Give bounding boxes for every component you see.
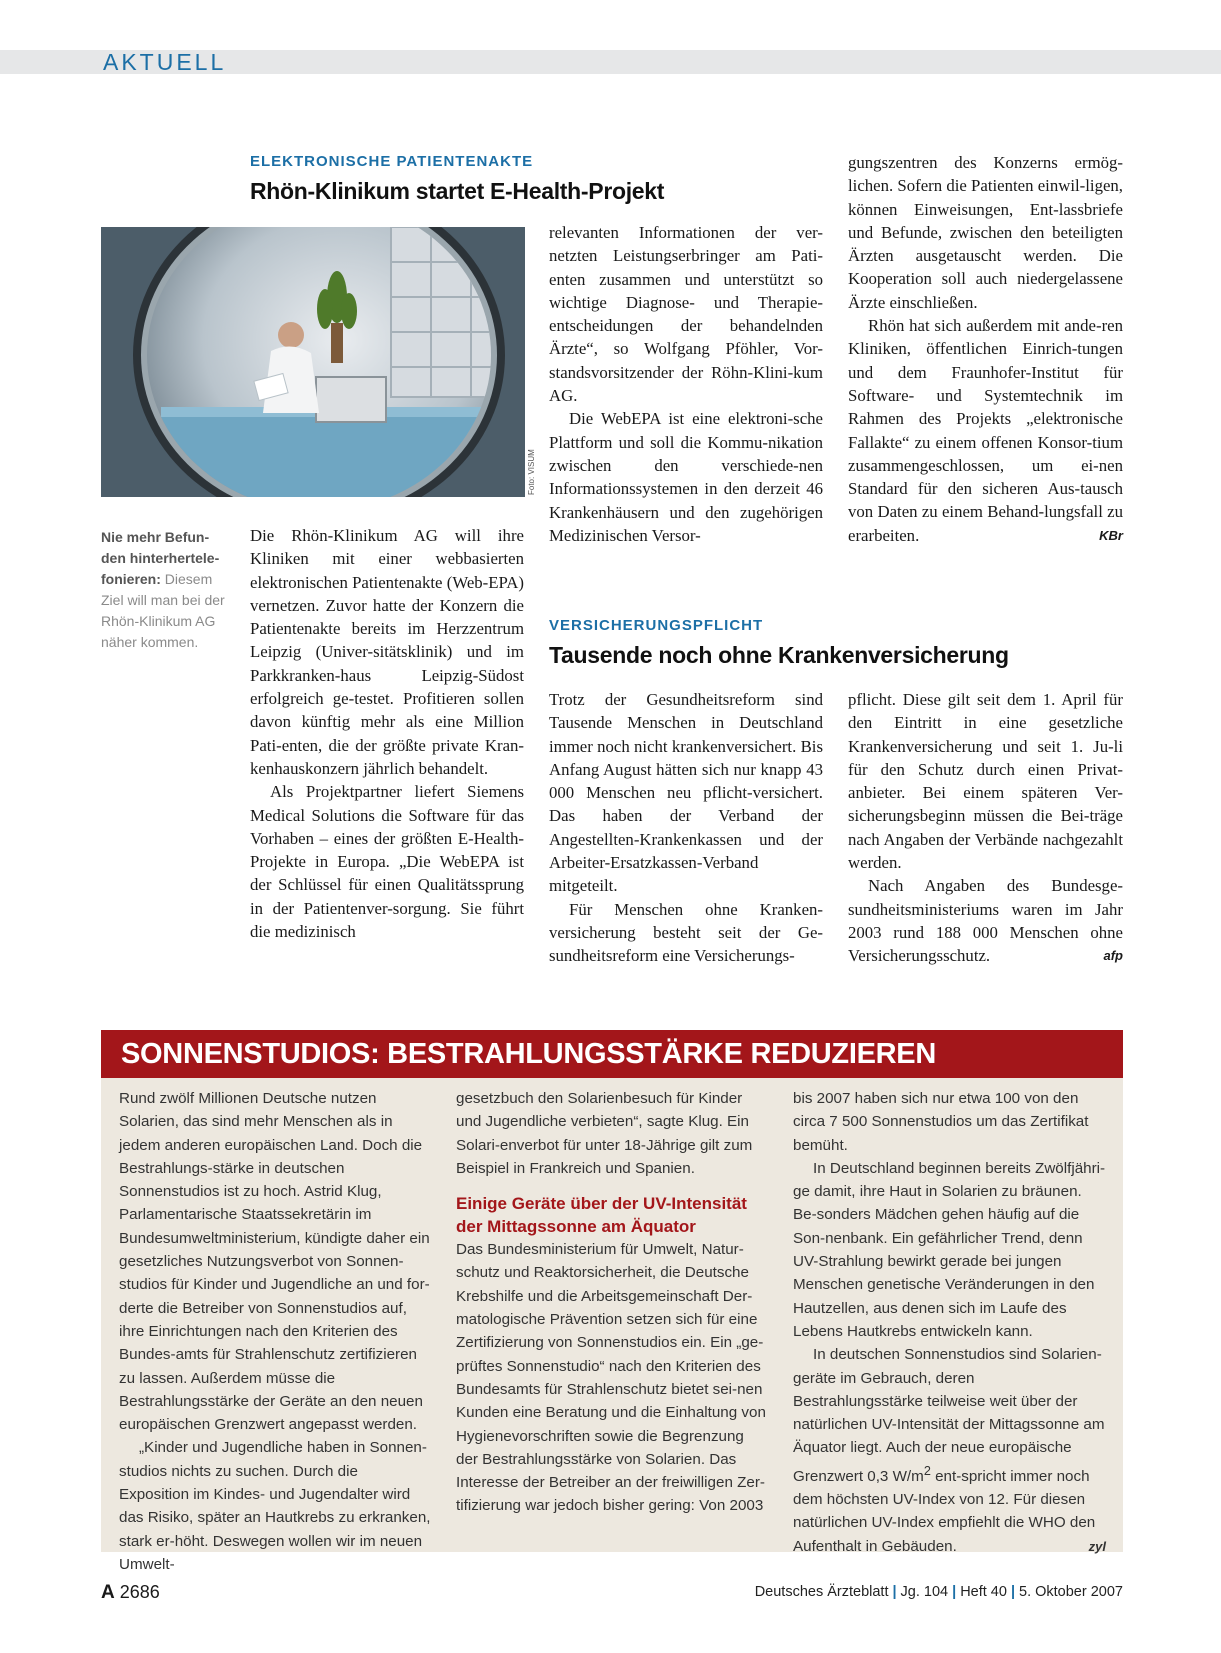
footer-separator: | xyxy=(1010,1584,1015,1600)
article1-column-3 xyxy=(848,151,1123,547)
box-paragraph-7b: ent-spricht immer noch dem höchsten UV-Index von 12. Für diesen natürlichen UV-Index empfiehlt die WHO den Aufenthalt in Gebäuden. xyxy=(793,1467,1096,1555)
article1-paragraph-4: Die WebEPA ist eine elektroni-sche Plattform und soll die Kommu-nikation zwischen den verschiede-nen Informationssystemen in den derzeit 46 Krankenhäusern und den zugehörigen Medizinischen Versor- xyxy=(549,409,823,545)
article2-paragraph-1: Trotz der Gesundheitsreform sind Tausende Menschen in Deutschland immer noch nicht krankenversichert. Bis Anfang August hätten sich nur knapp 43 000 Menschen neu pflicht-versichert. Das haben der Verband der Angestellten-Krankenkassen und der Arbeiter-Ersatzkassen-Verband mitgeteilt. xyxy=(549,690,823,896)
article2-signature: afp xyxy=(1103,948,1123,964)
caption-bold: Nie mehr Befun-den hinterhertele-fonieren: xyxy=(101,529,220,587)
article2-paragraph-3: pflicht. Diese gilt seit dem 1. April für den Eintritt in eine gesetzliche Krankenversicherung und seit 1. Ju-li für den Schutz durch einen Privat-anbieter. Bei einem späteren Ver-sicherungsbeginn müssen die Bei-träge nach Angaben der Verbände nachgezahlt werden. xyxy=(848,690,1123,873)
article1-paragraph-1: Die Rhön-Klinikum AG will ihre Kliniken mit einer webbasierten elektronischen Patientenakte (Web-EPA) vernetzen. Zuvor hatte der Konzern die Patientenakte bereits im Herzzentrum Leipzig (Univer-sitätsklinik) und im Parkkranken-haus Leipzig-Südost erfolgreich ge-testet. Profitieren sollen davon künftig mehr als eine Million Pati-enten, die der größte private Kran-kenhauskonzern jährlich behandelt. xyxy=(250,526,524,778)
footer-separator: | xyxy=(952,1584,957,1600)
box-title: SONNENSTUDIOS: BESTRAHLUNGSSTÄRKE REDUZIEREN xyxy=(121,1038,936,1070)
box-paragraph-1: Rund zwölf Millionen Deutsche nutzen Solarien, das sind mehr Menschen als in jedem anderen europäischen Land. Doch die Bestrahlungs-stärke in deutschen Sonnenstudios ist zu hoch. Astrid Klug, Parlamentarische Staatssekretärin im Bundesumweltministerium, kündigte daher ein gesetzliches Nutzungsverbot von Sonnen-studios für Kinder und Jugendliche an und for-derte die Betreiber von Sonnenstudios auf, ihre Einrichtungen nach den Kriterien des Bundes-amts für Strahlenschutz zertifizieren zu lassen. Außerdem müsse die Bestrahlungsstärke der Geräte an den neuen europäischen Grenzwert angepasst werden. xyxy=(119,1090,430,1434)
box-subhead: Einige Geräte über der UV-Intensität der Mittagssonne am Äquator xyxy=(456,1194,747,1237)
article1-photo xyxy=(101,227,525,497)
article1-headline: Rhön-Klinikum startet E-Health-Projekt xyxy=(250,178,665,204)
article1-kicker: ELEKTRONISCHE PATIENTENAKTE xyxy=(250,153,534,170)
article2-paragraph-4: Nach Angaben des Bundesge-sundheitsministeriums waren im Jahr 2003 rund 188 000 Menschen ohne Versicherungsschutz. xyxy=(848,876,1123,966)
footer-separator: | xyxy=(892,1584,897,1600)
article1-paragraph-5: gungszentren des Konzerns ermög-lichen. Sofern die Patienten einwil-ligen, können Einweisungen, Ent-lassbriefe und Befunde, zwischen den beteiligten Ärzten ausgetauscht werden. Die Kooperation soll auch niedergelassene Ärzte einschließen. xyxy=(848,153,1123,312)
box-paragraph-5: bis 2007 haben sich nur etwa 100 von den circa 7 500 Sonnenstudios um das Zertifikat bemüht. xyxy=(793,1090,1089,1154)
box-signature: zyl xyxy=(1088,1538,1106,1554)
box-paragraph-4: Das Bundesministerium für Umwelt, Natur-schutz und Reaktorsicherheit, die Deutsche Krebshilfe und die Arbeitsgemeinschaft Der-matologische Prävention setzen sich für eine Zertifizierung von Sonnenstudios ein. Ein „ge-prüftes Sonnenstudio“ nach den Kriterien des Bundesamts für Strahlenschutz bietet sei-nen Kunden eine Beratung und die Einhaltung von Hygienevorschriften sowie die Begrenzung der Bestrahlungsstärke von Solarien. Das Interesse der Betreiber an der freiwilligen Zer-tifizierung war jedoch bisher gering: Von 2003 xyxy=(456,1241,766,1515)
article2-kicker: VERSICHERUNGSPFLICHT xyxy=(549,617,764,634)
article2-paragraph-2: Für Menschen ohne Kranken-versicherung besteht seit der Ge-sundheitsreform eine Versicherungs- xyxy=(549,899,823,966)
publication-issue: Heft 40 xyxy=(960,1584,1007,1600)
caption-text: Diesem Ziel will man bei der Rhön-Klinikum AG näher kommen. xyxy=(101,571,225,650)
box-column-1 xyxy=(119,1087,431,1576)
article1-paragraph-6: Rhön hat sich außerdem mit ande-ren Kliniken, öffentlichen Einrich-tungen und dem Fraunhofer-Institut für Software- und Systemtechnik im Rahmen des Projekts „elektronische Fallakte“ zu einem offenen Konsor-tium zusammengeschlossen, um ei-nen Standard für den sicheren Aus-tausch von Daten zu einem Behand-lungsfall zu erarbeiten. xyxy=(848,316,1123,545)
photo-illustration xyxy=(101,227,525,497)
page-number xyxy=(101,1582,160,1604)
footer-publication xyxy=(755,1584,1123,1600)
article2-column-2 xyxy=(848,688,1123,968)
article1-column-2 xyxy=(549,221,823,547)
publication-name: Deutsches Ärzteblatt xyxy=(754,1584,889,1600)
publication-volume: Jg. 104 xyxy=(900,1584,949,1600)
box-paragraph-3: gesetzbuch den Solarienbesuch für Kinder und Jugendliche verbieten“, sagte Klug. Ein Solari-enverbot für unter 18-Jährige gilt zum Beispiel in Frankreich und Spanien. xyxy=(456,1090,753,1177)
article1-paragraph-2: Als Projektpartner liefert Siemens Medical Solutions die Software für das Vorhaben – eines der größten E-Health-Projekte in Europa. „Die WebEPA ist der Schlüssel für einen Qualitätssprung in der Patientenver-sorgung. Sie führt die medizinisch xyxy=(250,782,524,942)
photo-caption xyxy=(101,527,231,653)
section-label: AKTUELL xyxy=(103,49,227,75)
page-number-value: 2686 xyxy=(119,1582,160,1602)
article1-paragraph-3: relevanten Informationen der ver-netzten Leistungserbringer am Pati-enten zusammen und unterstützt so wichtige Diagnose- und Therapie-entscheidungen der behandelnden Ärzte“, so Wolfgang Pföhler, Vor-standsvorsitzender der Röhn-Klini-kum AG. xyxy=(549,223,823,406)
box-paragraph-7a: In deutschen Sonnenstudios sind Solarien-geräte im Gebrauch, deren Bestrahlungsstärke teilweise weit über der natürlichen UV-Intensität der Mittagssonne am Äquator liegt. Auch der neue europäische Grenzwert 0,3 W/m xyxy=(793,1346,1105,1485)
box-column-3 xyxy=(793,1087,1106,1558)
box-paragraph-2: „Kinder und Jugendliche haben in Sonnen-studios nichts zu suchen. Durch die Exposition im Kindes- und Jugendalter wird das Risiko, später an Hautkrebs zu erkranken, stark er-höht. Deswegen wollen wir im neuen Umwelt- xyxy=(119,1439,431,1573)
box-unit-superscript: 2 xyxy=(923,1463,931,1478)
box-paragraph-6: In Deutschland beginnen bereits Zwölfjähri-ge damit, ihre Haut in Solarien zu bräunen. Be-sonders Mädchen gehen häufig auf die Son-nenbank. Ein gefährlicher Trend, denn UV-Strahlung bewirkt gerade bei jungen Menschen genetische Veränderungen in den Hautzellen, aus denen sich im Laufe des Lebens Hautkrebs entwickeln kann. xyxy=(793,1159,1106,1340)
article2-column-1 xyxy=(549,688,823,968)
article2-headline: Tausende noch ohne Krankenversicherung xyxy=(549,642,1009,668)
box-paragraph-7 xyxy=(793,1343,1106,1558)
publication-date: 5. Oktober 2007 xyxy=(1019,1584,1123,1600)
photo-credit: Foto: VISUM xyxy=(527,449,536,495)
article1-signature: KBr xyxy=(1099,527,1123,543)
page-prefix: A xyxy=(101,1582,115,1603)
article1-column-1 xyxy=(250,524,524,943)
box-column-2 xyxy=(456,1087,768,1518)
